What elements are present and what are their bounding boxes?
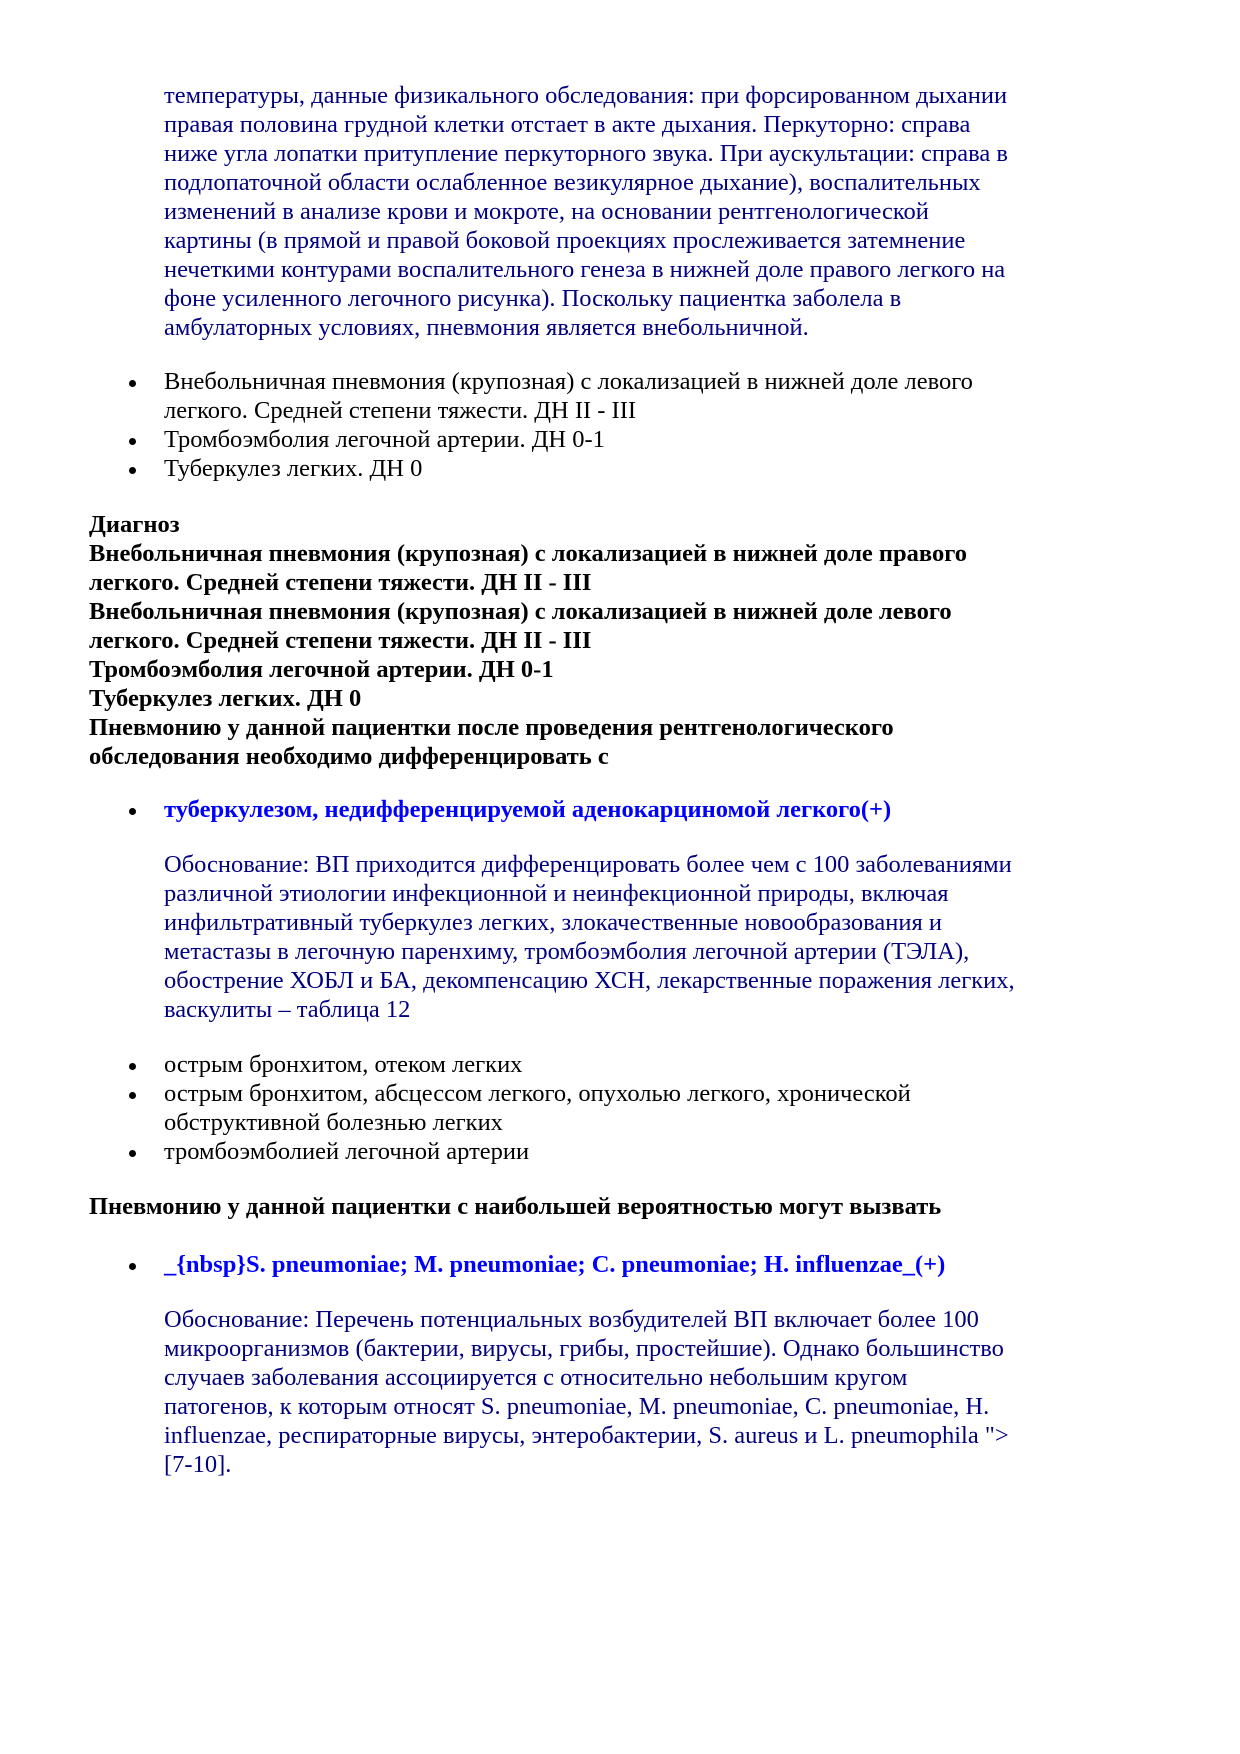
list-item <box>89 1050 1179 1079</box>
q2-correct-list <box>89 795 1179 824</box>
text-line: подлопаточной области ослабленное везикулярное дыхание), воспалительных <box>164 169 981 196</box>
text-line: Обоснование: Перечень потенциальных возбудителей ВП включает более 100 <box>164 1306 979 1333</box>
q1-options-list <box>89 367 1179 483</box>
text-line: Туберкулез легких. ДН 0 <box>89 685 362 712</box>
section-heading: Диагноз <box>89 511 180 538</box>
question-text: Пневмонию у данной пациентки с наибольшей вероятностью могут вызвать <box>89 1193 942 1220</box>
option-text: Туберкулез легких. ДН 0 <box>164 455 423 482</box>
text-line: инфильтративный туберкулез легких, злокачественные новообразования и <box>164 909 942 936</box>
option-text: обструктивной болезнью легких <box>164 1109 503 1136</box>
text-line: микроорганизмов (бактерии, вирусы, грибы, простейшие). Однако большинство <box>164 1335 1004 1362</box>
text-line: температуры, данные физикального обследования: при форсированном дыхании <box>164 82 1008 109</box>
correct-answer-text: туберкулезом, недифференцируемой аденокарциномой легкого(+) <box>164 796 892 823</box>
option-text: тромбоэмболией легочной артерии <box>164 1138 530 1165</box>
text-line: изменений в анализе крови и мокроте, на основании рентгенологической <box>164 198 929 225</box>
text-line: Внебольничная пневмония (крупозная) с локализацией в нижней доле левого <box>89 598 952 625</box>
text-line: легкого. Средней степени тяжести. ДН II - III <box>89 569 592 596</box>
list-item <box>89 367 1179 425</box>
q2-rationale <box>89 850 1240 1024</box>
option-text: Внебольничная пневмония (крупозная) с локализацией в нижней доле левого <box>164 368 973 395</box>
list-item <box>89 1079 1179 1137</box>
correct-answer-item <box>89 795 1179 824</box>
question-text: Пневмонию у данной пациентки после проведения рентгенологического <box>89 714 894 741</box>
text-line: правая половина грудной клетки отстает в акте дыхания. Перкуторно: справа <box>164 111 971 138</box>
intro-rationale-paragraph <box>89 81 1240 342</box>
question-text: обследования необходимо дифференцировать с <box>89 743 609 770</box>
text-line: картины (в прямой и правой боковой проекциях прослеживается затемнение <box>164 227 966 254</box>
diagnosis-block <box>89 510 1179 771</box>
correct-answer-text: _{nbsp}S. pneumoniae; M. pneumoniae; C. pneumoniae; H. influenzae_(+) <box>164 1251 946 1278</box>
text-line: амбулаторных условиях, пневмония является внебольничной. <box>164 314 809 341</box>
text-line: фоне усиленного легочного рисунка). Поскольку пациентка заболела в <box>164 285 902 312</box>
text-line: [7-10]. <box>164 1451 232 1478</box>
text-line: ниже угла лопатки притупление перкуторного звука. При аускультации: справа в <box>164 140 1008 167</box>
text-line: Тромбоэмболия легочной артерии. ДН 0-1 <box>89 656 554 683</box>
text-line: Внебольничная пневмония (крупозная) с локализацией в нижней доле правого <box>89 540 968 567</box>
option-text: острым бронхитом, абсцессом легкого, опухолью легкого, хронической <box>164 1080 911 1107</box>
text-line: обострение ХОБЛ и БА, декомпенсацию ХСН, лекарственные поражения легких, <box>164 967 1015 994</box>
list-item <box>89 454 1179 483</box>
text-line: случаев заболевания ассоциируется с относительно небольшим кругом <box>164 1364 908 1391</box>
q3-rationale <box>89 1305 1240 1479</box>
correct-answer-item <box>89 1250 1179 1279</box>
text-line: васкулиты – таблица 12 <box>164 996 411 1023</box>
text-line: Обоснование: ВП приходится дифференцировать более чем с 100 заболеваниями <box>164 851 1012 878</box>
text-line: различной этиологии инфекционной и неинфекционной природы, включая <box>164 880 949 907</box>
text-line: легкого. Средней степени тяжести. ДН II - III <box>89 627 592 654</box>
text-line: нечеткими контурами воспалительного генеза в нижней доле правого легкого на <box>164 256 1006 283</box>
text-line: патогенов, к которым относят S. pneumoniae, M. pneumoniae, C. pneumoniae, H. <box>164 1393 990 1420</box>
option-text: острым бронхитом, отеком легких <box>164 1051 523 1078</box>
q3-correct-list <box>89 1250 1179 1279</box>
q2-options-list <box>89 1050 1179 1166</box>
option-text: Тромбоэмболия легочной артерии. ДН 0-1 <box>164 426 605 453</box>
option-text: легкого. Средней степени тяжести. ДН II - III <box>164 397 637 424</box>
text-line: метастазы в легочную паренхиму, тромбоэмболия легочной артерии (ТЭЛА), <box>164 938 970 965</box>
text-line: influenzae, респираторные вирусы, энтеробактерии, S. aureus и L. pneumophila "> <box>164 1422 1009 1449</box>
q3-question <box>89 1192 1179 1221</box>
list-item <box>89 1137 1179 1166</box>
list-item <box>89 425 1179 454</box>
